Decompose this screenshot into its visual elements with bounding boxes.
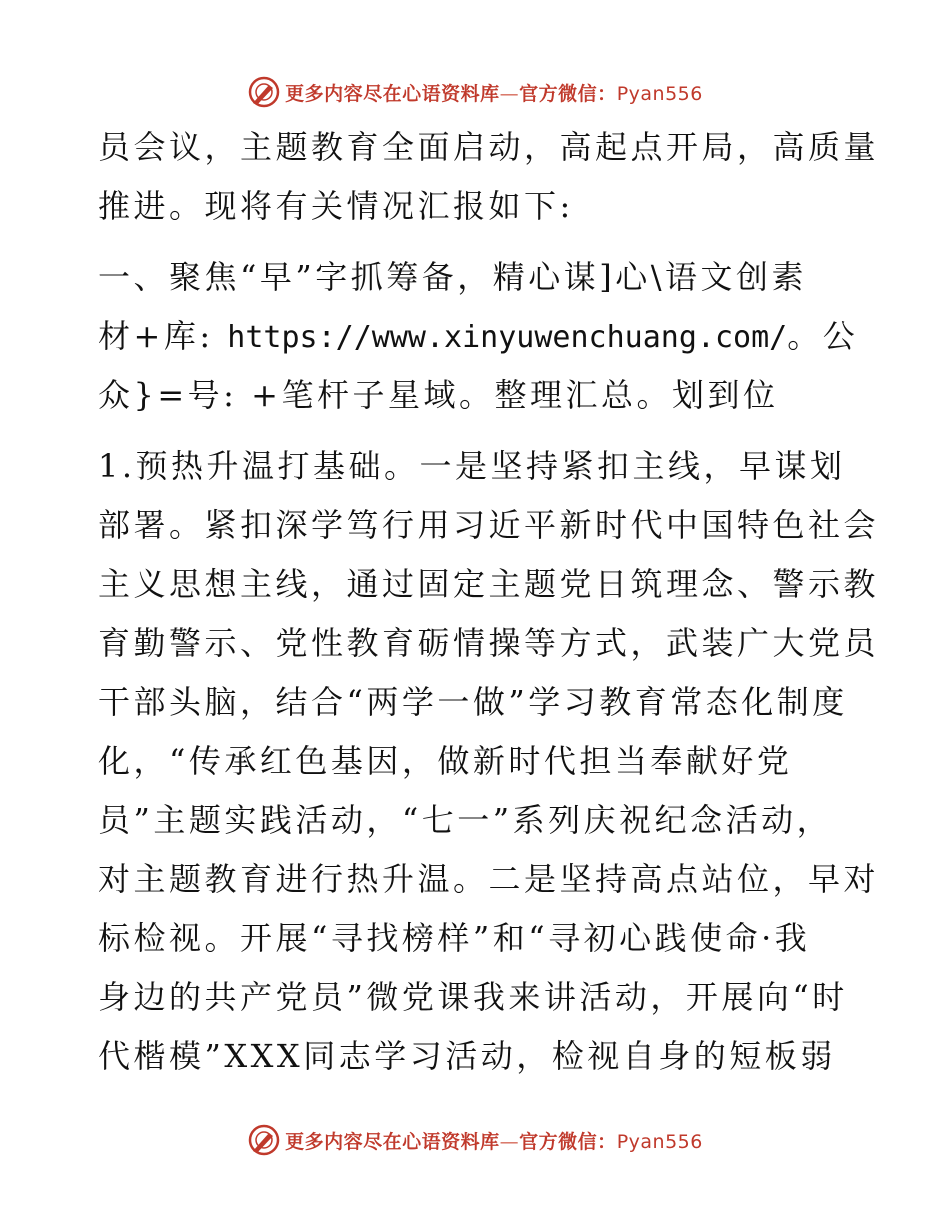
banner-text: 更多内容尽在心语资料库—官方微信：Pyan556 xyxy=(285,1130,703,1153)
banner-text: 更多内容尽在心语资料库—官方微信：Pyan556 xyxy=(285,82,703,105)
source-url: https://www.xinyuwenchuang.com/ xyxy=(227,320,788,355)
text-line: 标检视。开展“寻找榜样”和“寻初心践使命·我 xyxy=(98,919,811,957)
text-line-url: 材+库: https://www.xinyuwenchuang.com/。公 xyxy=(98,317,859,355)
header-watermark-banner xyxy=(0,72,950,112)
text-line: 对主题教育进行热升温。二是坚持高点站位，早对 xyxy=(98,860,880,898)
text-line: 众}=号: +笔杆子星域。整理汇总。划到位 xyxy=(98,376,779,414)
text-line: 员会议，主题教育全面启动，高起点开局，高质量 xyxy=(98,128,880,166)
pen-logo-icon xyxy=(247,1123,281,1157)
section-heading: 一、聚焦“早”字抓筹备，精心谋]心\语文创素 xyxy=(98,258,807,296)
text-line: 育勤警示、党性教育砺情操等方式，武装广大党员 xyxy=(98,624,880,662)
text-line: 代楷模”XXX同志学习活动，检视自身的短板弱 xyxy=(98,1037,836,1075)
pen-logo-icon xyxy=(247,75,281,109)
text-line: 主义思想主线，通过固定主题党日筑理念、警示教 xyxy=(98,565,880,603)
text-line: 干部头脑，结合“两学一做”学习教育常态化制度 xyxy=(98,683,848,721)
subsection-heading: 1.预热升温打基础。一是坚持紧扣主线，早谋划 xyxy=(98,447,846,485)
text-line: 员”主题实践活动，“七一”系列庆祝纪念活动， xyxy=(98,801,833,839)
text-line: 化，“传承红色基因，做新时代担当奉献好党 xyxy=(98,742,793,780)
text-line: 推进。现将有关情况汇报如下: xyxy=(98,187,574,225)
footer-watermark-banner xyxy=(0,1120,950,1160)
document-body xyxy=(98,118,880,1086)
text-line: 部署。紧扣深学笃行用习近平新时代中国特色社会 xyxy=(98,506,880,544)
text-line: 身边的共产党员”微党课我来讲活动，开展向“时 xyxy=(98,978,848,1016)
